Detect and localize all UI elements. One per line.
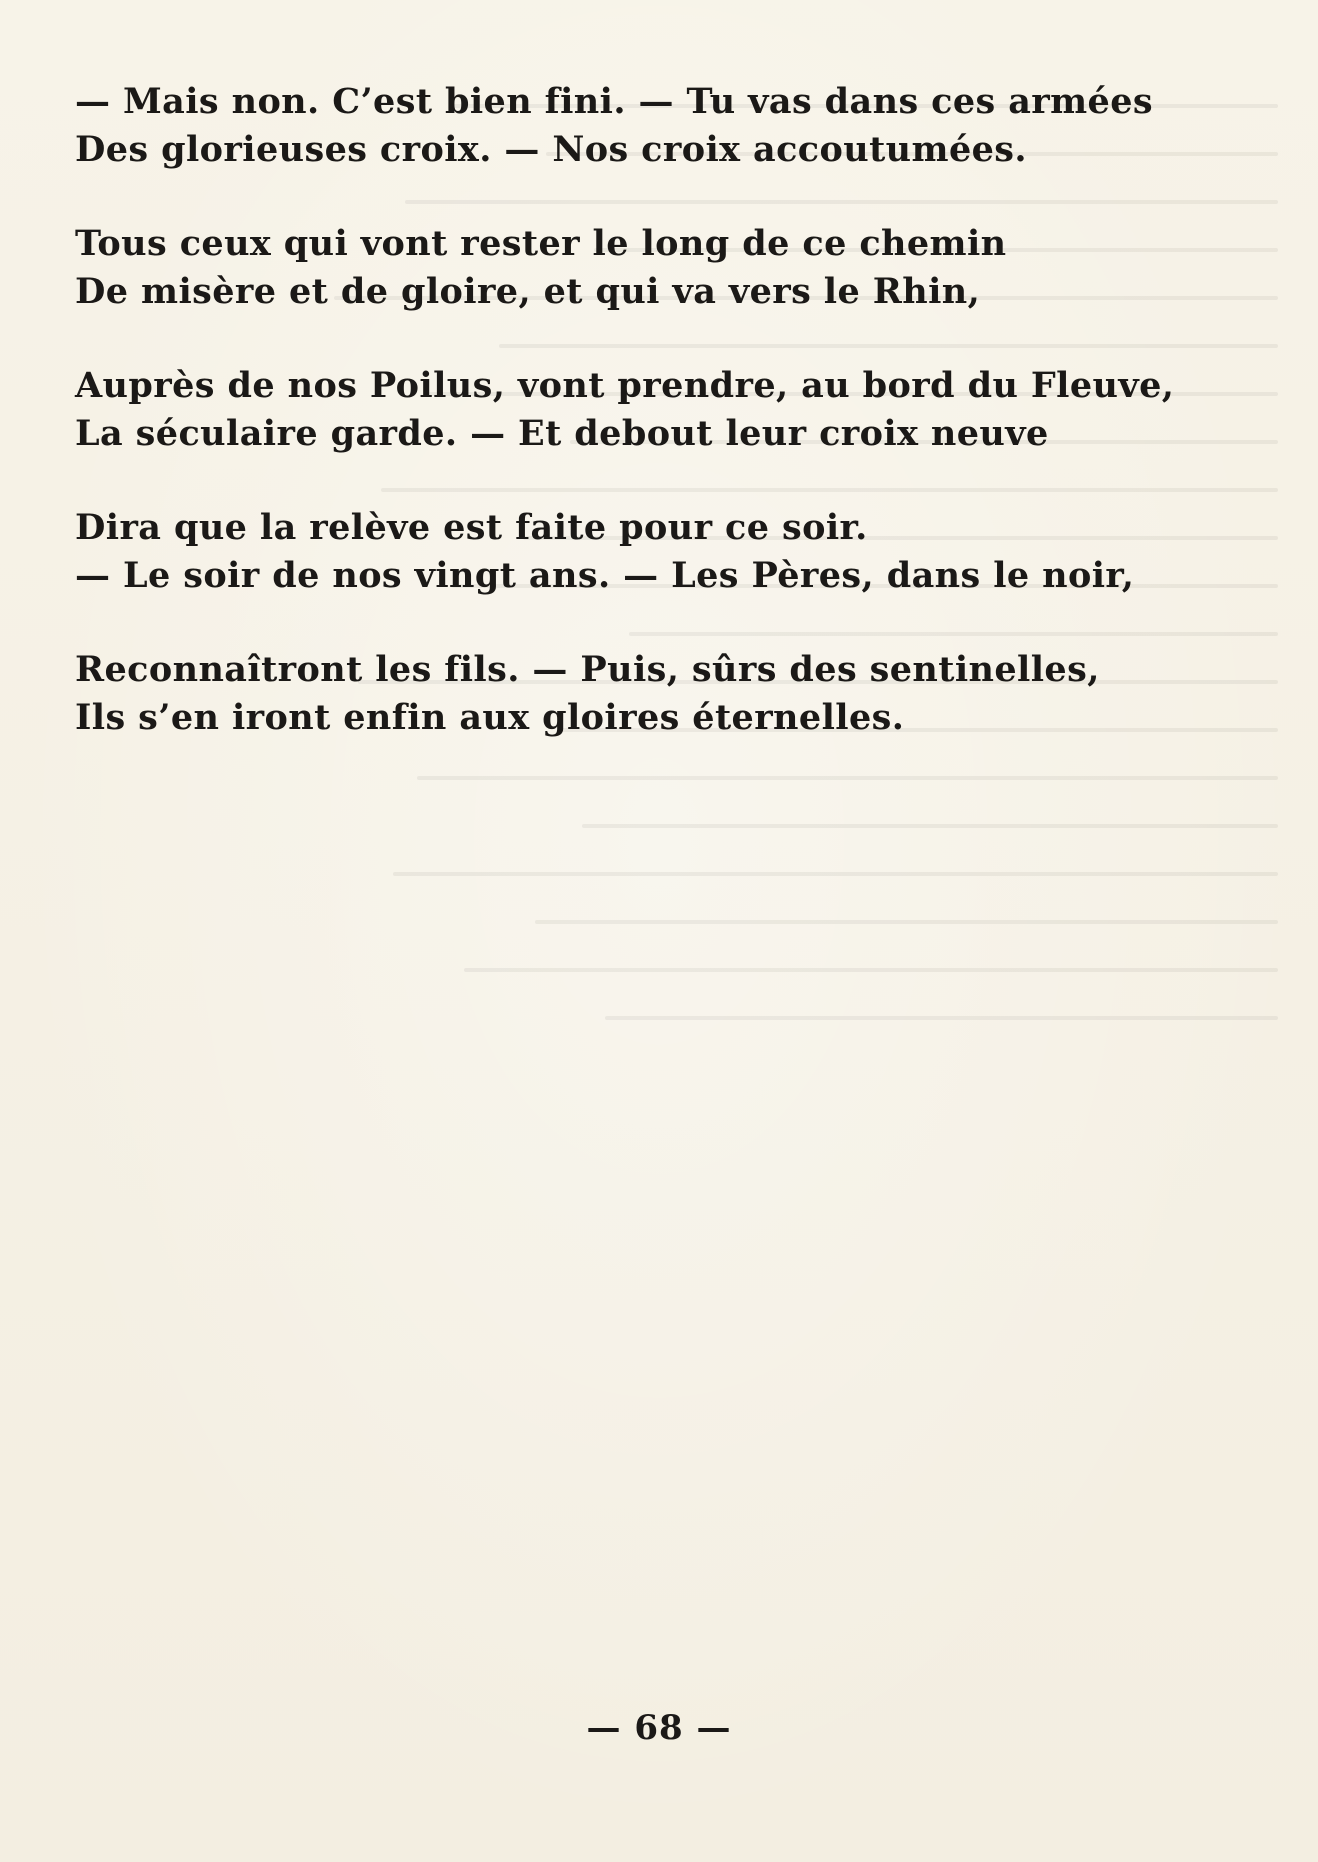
poem-line: De misère et de gloire, et qui va vers le Rhin, (75, 271, 981, 312)
poem-line: La séculaire garde. — Et debout leur croix neuve (75, 413, 1049, 454)
poem-line: — Mais non. C’est bien fini. — Tu vas dans ces armées (75, 81, 1154, 122)
poem-line: Des glorieuses croix. — Nos croix accoutumées. (75, 129, 1027, 170)
poem-line: Reconnaîtront les fils. — Puis, sûrs des sentinelles, (75, 649, 1100, 690)
poem-body (75, 78, 1255, 788)
poem-line: Tous ceux qui vont rester le long de ce chemin (75, 223, 1007, 264)
poem-line: Dira que la relève est faite pour ce soir. (75, 507, 868, 548)
poem-line: — Le soir de nos vingt ans. — Les Pères, dans le noir, (75, 555, 1135, 596)
stanza-4 (75, 504, 1255, 600)
stanza-1 (75, 78, 1255, 174)
page-number: — 68 — (586, 1708, 732, 1748)
stanza-2 (75, 220, 1255, 316)
stanza-3 (75, 362, 1255, 458)
poem-line: Ils s’en iront enfin aux gloires éternelles. (75, 697, 905, 738)
poem-line: Auprès de nos Poilus, vont prendre, au bord du Fleuve, (75, 365, 1175, 406)
stanza-5 (75, 646, 1255, 742)
